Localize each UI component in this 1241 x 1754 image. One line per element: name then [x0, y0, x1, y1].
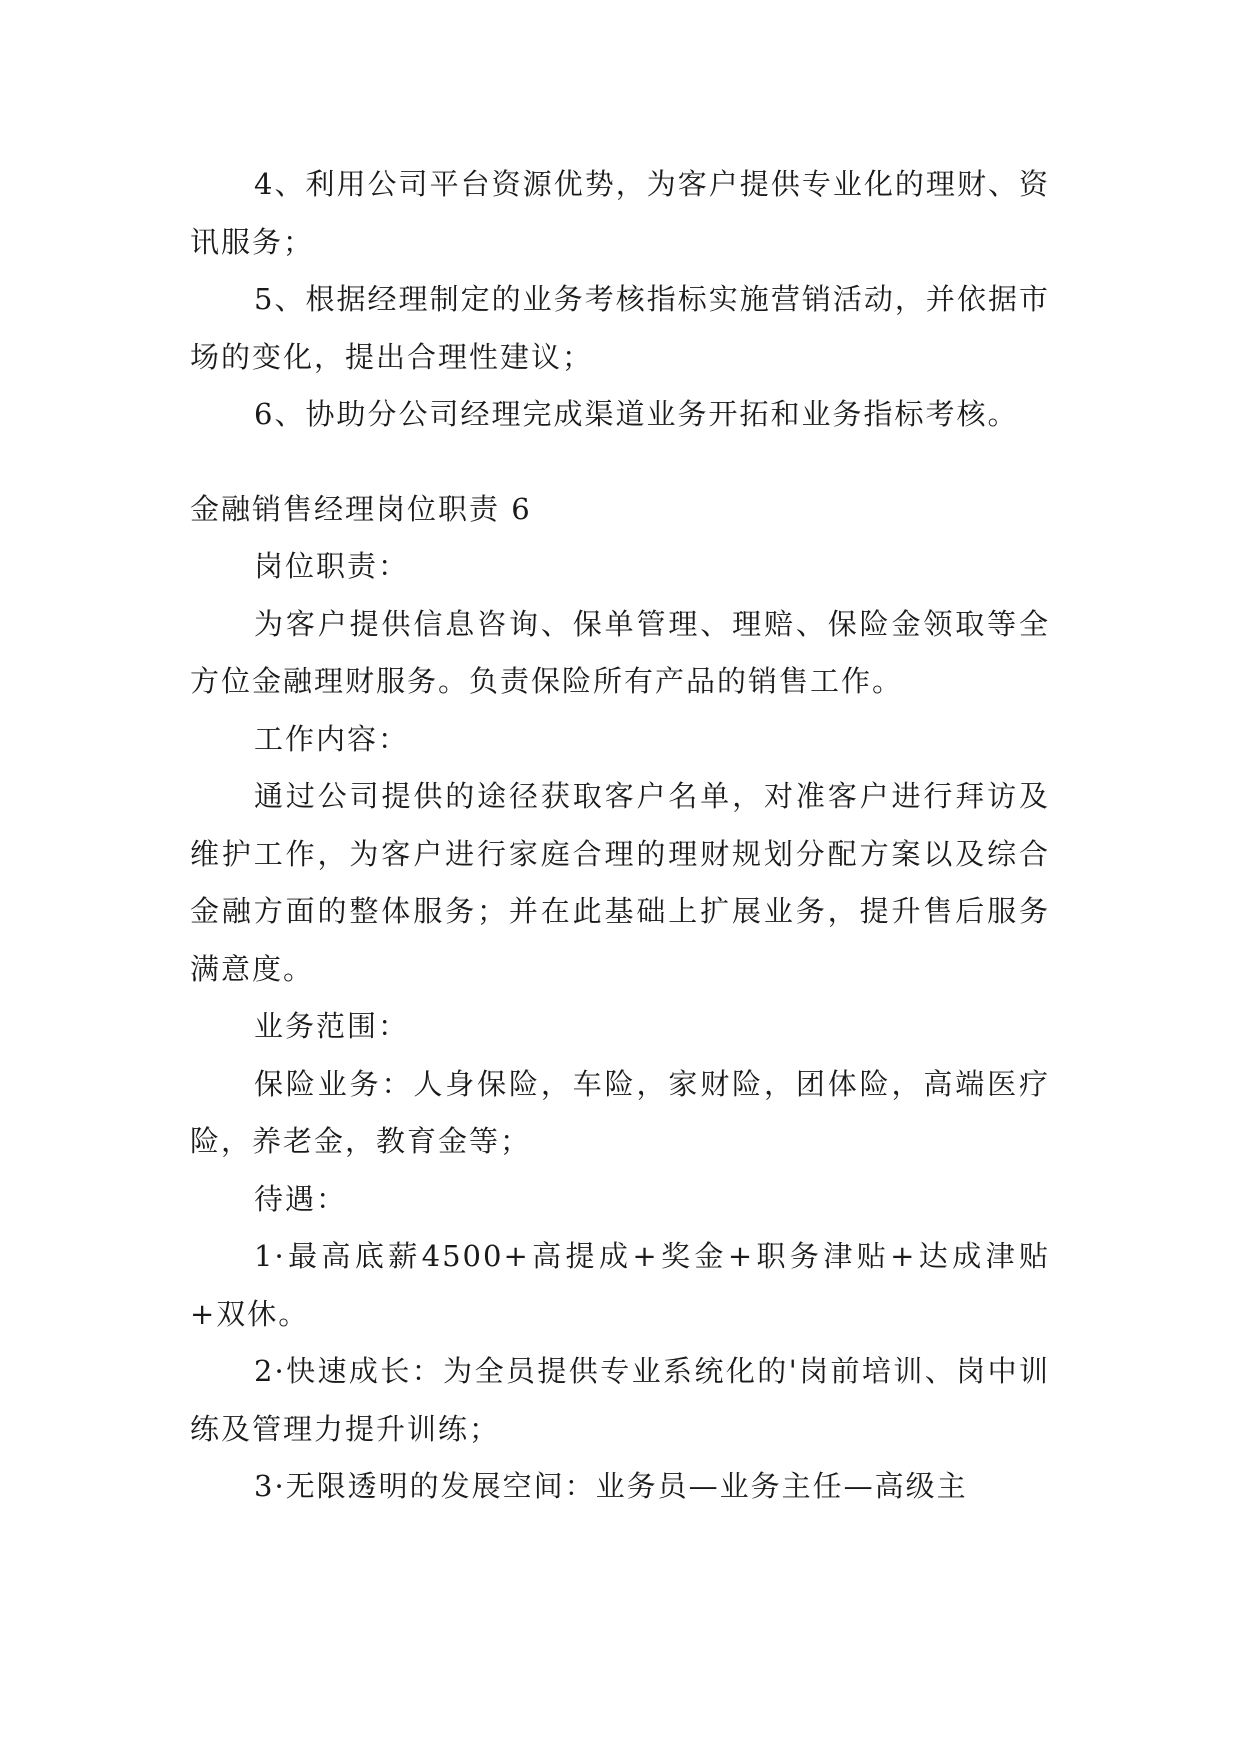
list-item-4: 4、利用公司平台资源优势，为客户提供专业化的理财、资讯服务；	[190, 167, 1050, 259]
scope-text: 保险业务：人身保险，车险，家财险，团体险，高端医疗险，养老金，教育金等；	[190, 1066, 1050, 1158]
work-label: 工作内容：	[254, 721, 410, 756]
benefit-label: 待遇：	[254, 1181, 348, 1216]
work-text: 通过公司提供的途径获取客户名单，对准客户进行拜访及维护工作，为客户进行家庭合理的理财规划分配方案以及综合金融方面的整体服务；并在此基础上扩展业务，提升售后服务满意度。	[190, 779, 1050, 986]
benefit-item-1: 1·最高底薪4500+高提成+奖金+职务津贴+达成津贴+双休。	[190, 1239, 1050, 1331]
duty-text: 为客户提供信息咨询、保单管理、理赔、保险金领取等全方位金融理财服务。负责保险所有产品的销售工作。	[190, 606, 1050, 698]
list-item-5: 5、根据经理制定的业务考核指标实施营销活动，并依据市场的变化，提出合理性建议；	[190, 282, 1050, 374]
duty-label: 岗位职责：	[254, 549, 410, 583]
section-heading: 金融销售经理岗位职责 6	[190, 491, 532, 526]
benefit-item-2: 2·快速成长：为全员提供专业系统化的'岗前培训、岗中训练及管理力提升训练；	[190, 1354, 1050, 1446]
scope-label: 业务范围：	[254, 1009, 410, 1043]
document-body	[190, 156, 1050, 1516]
benefit-item-3: 3·无限透明的发展空间：业务员—业务主任—高级主	[254, 1469, 968, 1503]
list-item-6: 6、协助分公司经理完成渠道业务开拓和业务指标考核。	[254, 397, 1019, 431]
